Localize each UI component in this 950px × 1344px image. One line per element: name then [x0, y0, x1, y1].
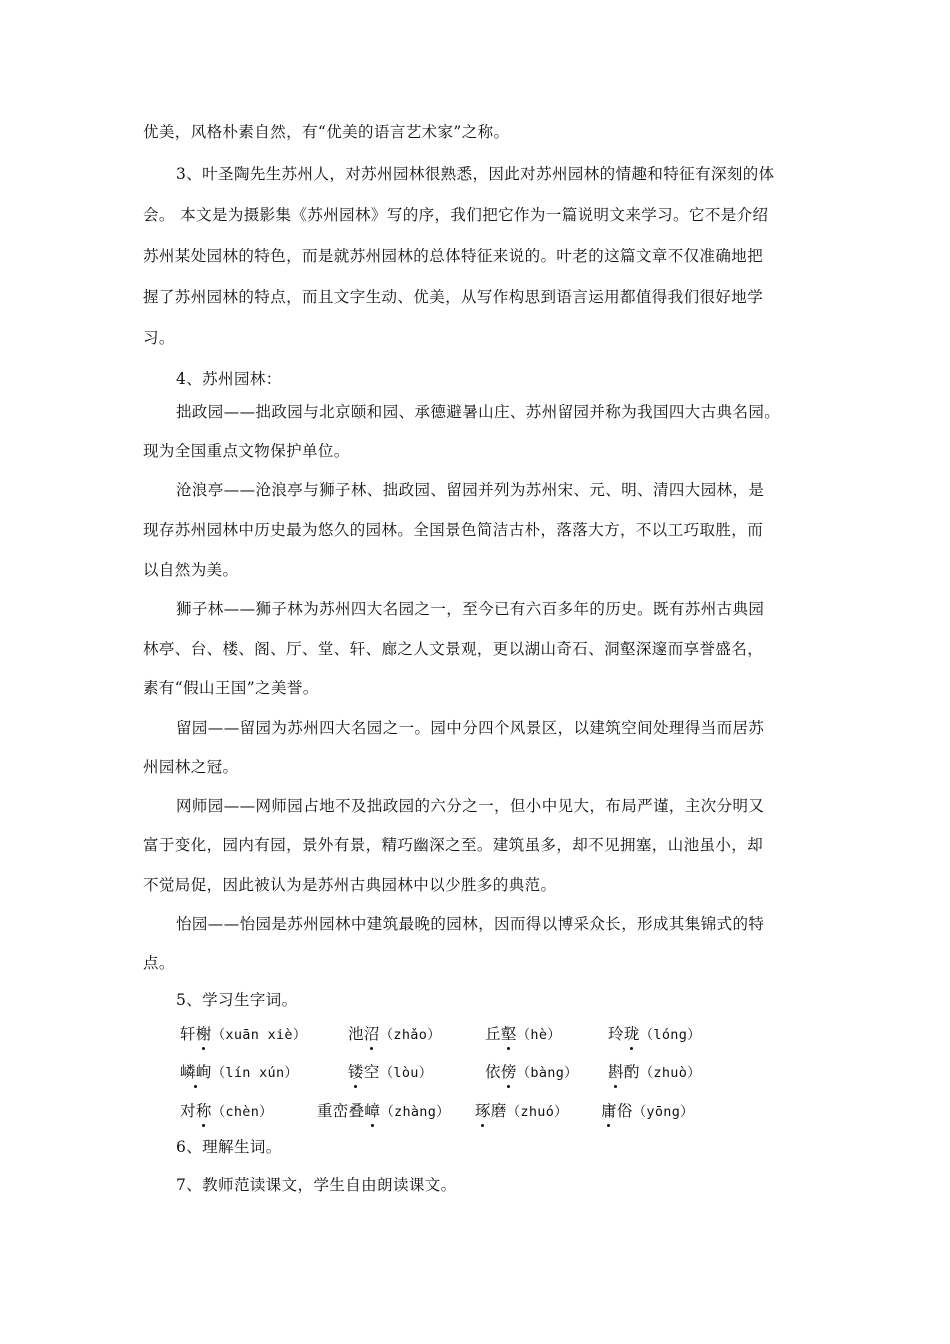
step-7-line: 7、教师范读课文，学生自由朗读课文。 [176, 1176, 457, 1194]
vocab-dotted-char: 珑 [624, 1022, 640, 1044]
paragraph-3-line: 苏州某处园林的特色，而是就苏州园林的总体特征来说的。叶老的这篇文章不仅准确地把 [143, 247, 764, 265]
paragraph-3-line: 习。 [143, 329, 175, 347]
vocab-char: 对 [180, 1102, 196, 1120]
vocab-item [485, 1060, 578, 1082]
vocab-row [180, 1022, 820, 1046]
garden-liuyuan-line: 州园林之冠。 [143, 758, 239, 776]
vocab-row [180, 1060, 820, 1084]
vocab-item [348, 1060, 433, 1082]
garden-wangshiyuan-line: 不觉局促，因此被认为是苏州古典园林中以少胜多的典范。 [143, 876, 557, 894]
vocab-pinyin: （zhuó） [506, 1104, 568, 1120]
vocab-pinyin: （zhuò） [639, 1065, 701, 1081]
vocab-dotted-char: 嶙峋 [180, 1060, 212, 1082]
garden-wangshiyuan-line: 富于变化，园内有园，景外有景，精巧幽深之至。建筑虽多，却不见拥塞，山池虽小，却 [143, 836, 764, 854]
vocab-item [317, 1099, 450, 1121]
vocab-pinyin: （lóng） [639, 1027, 701, 1043]
vocab-dotted-char: 镂 [348, 1060, 364, 1082]
vocab-dotted-char: 傍 [501, 1060, 517, 1082]
vocab-pinyin: （chèn） [211, 1104, 273, 1120]
vocab-char: 空 [363, 1063, 380, 1081]
garden-shizilin-line: 狮子林——狮子林为苏州四大名园之一，至今已有六百多年的历史。既有苏州古典园 [176, 600, 765, 618]
vocab-dotted-char: 沼 [364, 1022, 380, 1044]
vocab-char: 磨 [490, 1102, 507, 1120]
vocab-char: 丘 [485, 1025, 501, 1043]
garden-shizilin-line: 素有“假山王国”之美誉。 [143, 679, 319, 697]
vocab-dotted-char: 称 [196, 1099, 212, 1121]
vocab-item [608, 1060, 701, 1082]
vocab-pinyin: （xuān xiè） [211, 1027, 307, 1043]
garden-shizilin-line: 林亭、台、楼、阁、厅、堂、轩、廊之人文景观，更以湖山奇石、洞壑深邃而享誉盛名， [143, 640, 764, 658]
vocab-char: 轩 [180, 1025, 196, 1043]
vocab-char: 重峦叠 [317, 1102, 365, 1120]
garden-liuyuan-line: 留园——留园为苏州四大名园之一。园中分四个风景区，以建筑空间处理得当而居苏 [176, 719, 765, 737]
vocab-item [601, 1099, 694, 1121]
garden-canglangting-line: 以自然为美。 [143, 561, 239, 579]
garden-yiyuan-line: 怡园——怡园是苏州园林中建筑最晚的园林，因而得以博采众长，形成其集锦式的特 [176, 915, 765, 933]
vocab-item [180, 1099, 273, 1121]
vocab-item [475, 1099, 568, 1121]
section-heading-vocab: 5、学习生字词。 [176, 991, 298, 1009]
garden-zhuozhengyuan-line: 现为全国重点文物保护单位。 [143, 442, 350, 460]
vocab-item [485, 1022, 561, 1044]
vocab-pinyin: （zhàng） [380, 1104, 450, 1120]
garden-wangshiyuan-line: 网师园——网师园占地不及拙政园的六分之一，但小中见大，布局严谨，主次分明又 [176, 797, 765, 815]
garden-canglangting-line: 现存苏州园林中历史最为悠久的园林。全国景色简洁古朴，落落大方，不以工巧取胜，而 [143, 521, 764, 539]
vocab-item [180, 1022, 307, 1044]
vocab-pinyin: （bàng） [516, 1065, 578, 1081]
vocab-dotted-char: 榭 [196, 1022, 212, 1044]
vocab-pinyin: （yōng） [632, 1104, 694, 1120]
vocab-pinyin: （lín xún） [211, 1065, 299, 1081]
vocab-char: 玲 [608, 1025, 624, 1043]
garden-canglangting-line: 沧浪亭——沧浪亭与狮子林、拙政园、留园并列为苏州宋、元、明、清四大园林，是 [176, 481, 765, 499]
garden-yiyuan-line: 点。 [143, 954, 175, 972]
paragraph-3-line: 会。 本文是为摄影集《苏州园林》写的序，我们把它作为一篇说明文来学习。它不是介绍 [143, 206, 769, 224]
vocab-dotted-char: 壑 [501, 1022, 517, 1044]
vocab-char: 池 [348, 1025, 364, 1043]
vocab-item [180, 1060, 298, 1082]
paragraph-3-line: 握了苏州园林的特点，而且文字生动、优美，从写作构思到语言运用都值得我们很好地学 [143, 288, 764, 306]
garden-zhuozhengyuan-line: 拙政园——拙政园与北京颐和园、承德避暑山庄、苏州留园并称为我国四大古典名园。 [176, 403, 781, 421]
vocab-pinyin: （hè） [516, 1027, 562, 1043]
vocab-pinyin: （lòu） [379, 1065, 433, 1081]
vocab-item [608, 1022, 701, 1044]
vocab-dotted-char: 嶂 [364, 1099, 380, 1121]
vocab-char: 酌 [623, 1063, 640, 1081]
vocab-row [180, 1099, 820, 1123]
vocab-pinyin: （zhǎo） [379, 1027, 441, 1043]
section-heading: 4、苏州园林： [176, 370, 282, 388]
vocab-item [348, 1022, 441, 1044]
vocab-char: 依 [485, 1063, 501, 1081]
vocab-char: 俗 [616, 1102, 633, 1120]
paragraph-continuation: 优美，风格朴素自然，有“优美的语言艺术家”之称。 [143, 123, 510, 141]
vocab-dotted-char: 斟 [608, 1060, 624, 1082]
vocab-dotted-char: 庸 [601, 1099, 617, 1121]
vocab-dotted-char: 琢 [475, 1099, 491, 1121]
paragraph-3-line: 3、叶圣陶先生苏州人，对苏州园林很熟悉，因此对苏州园林的情趣和特征有深刻的体 [176, 165, 775, 183]
step-6-line: 6、理解生词。 [176, 1138, 282, 1156]
